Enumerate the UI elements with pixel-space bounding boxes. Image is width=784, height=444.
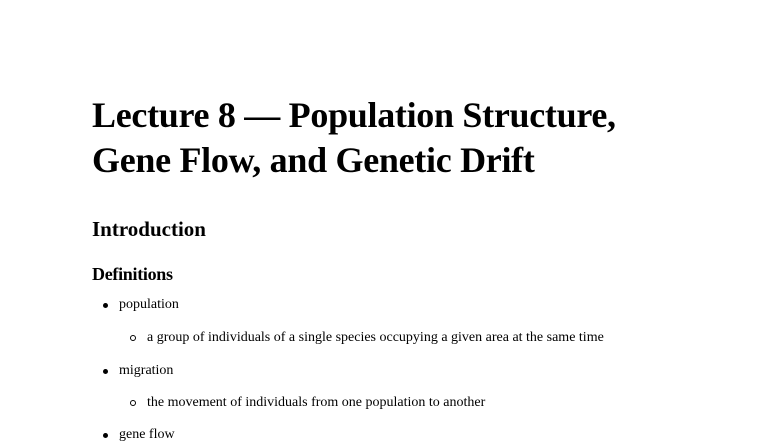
bullet-disc-icon bbox=[103, 433, 108, 438]
bullet-disc-icon bbox=[103, 303, 108, 308]
term-label: gene flow bbox=[119, 427, 175, 442]
bullet-circle-icon bbox=[130, 400, 136, 406]
term-label: migration bbox=[119, 363, 174, 378]
title-line-1: Lecture 8 — Population Structure, bbox=[92, 95, 616, 135]
list-item-gene-flow bbox=[119, 426, 175, 444]
list-item-migration-definition bbox=[147, 394, 485, 412]
term-label: population bbox=[119, 297, 179, 312]
section-heading-introduction: Introduction bbox=[92, 217, 206, 241]
definition-text: a group of individuals of a single species occupying a given area at the same time bbox=[147, 330, 604, 345]
definition-text: the movement of individuals from one population to another bbox=[147, 395, 486, 410]
lecture-title bbox=[92, 93, 616, 183]
list-item-migration bbox=[119, 362, 173, 380]
subsection-heading-definitions: Definitions bbox=[92, 264, 173, 284]
list-item-population bbox=[119, 296, 179, 314]
bullet-disc-icon bbox=[103, 369, 108, 374]
list-item-population-definition bbox=[147, 329, 604, 347]
bullet-circle-icon bbox=[130, 335, 136, 341]
title-line-2: Gene Flow, and Genetic Drift bbox=[92, 140, 535, 180]
